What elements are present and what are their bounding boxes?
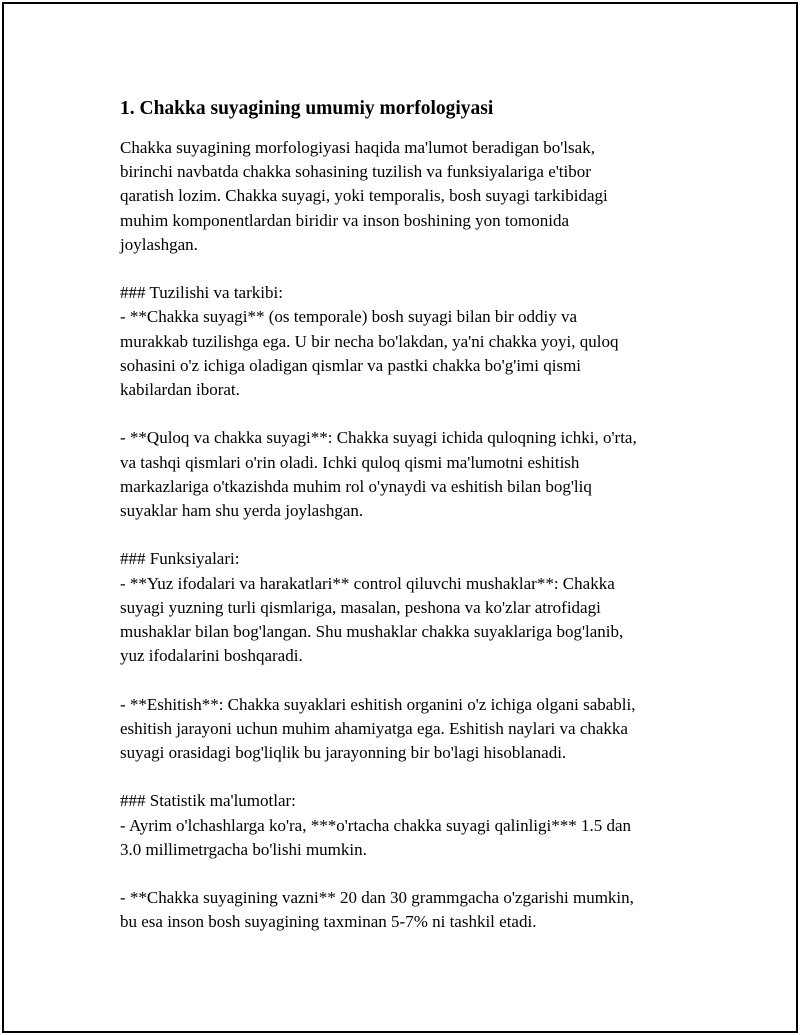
- list-item-facial-muscles: - **Yuz ifodalari va harakatlari** control qiluvchi mushaklar**: Chakka suyagi yuzning turli qismlariga, masalan, peshona va ko'zlar atrofidagi mushaklar bilan bog'langan. Shu mushaklar chakka suyaklariga bog'lanib, yuz ifodalarini boshqaradi.: [120, 573, 624, 666]
- spacer: [120, 862, 700, 886]
- spacer: [120, 668, 700, 692]
- spacer: [120, 523, 700, 547]
- section-title-structure: ### Tuzilishi va tarkibi:: [120, 283, 283, 303]
- page-frame: [2, 2, 798, 1033]
- list-item-hearing: - **Eshitish**: Chakka suyaklari eshitish organini o'z ichiga olgani sababli, eshitish jarayoni uchun muhim ahamiyatga ega. Eshitish naylari va chakka suyagi orasidagi bog'liqlik bu jarayonning bir bo'lagi hisoblanadi.: [120, 694, 636, 763]
- list-item-os-temporale: - **Chakka suyagi** (os temporale) bosh suyagi bilan bir oddiy va murakkab tuzilishga ega. U bir necha bo'lakdan, ya'ni chakka yoyi, quloq sohasini o'z ichiga oladigan qismlar va pastki chakka bo'g'imi qismi kabilardan iborat.: [120, 307, 619, 400]
- section-title-statistics: ### Statistik ma'lumotlar:: [120, 791, 296, 811]
- list-item-ear-and-temporal-bone: - **Quloq va chakka suyagi**: Chakka suyagi ichida quloqning ichki, o'rta, va tashqi qismlari o'rin oladi. Ichki quloq qismi ma'lumotni eshitish markazlariga o'tkazishda muhim rol o'ynaydi va eshitish bilan bog'liq suyaklar ham shu yerda joylashgan.: [120, 428, 637, 521]
- intro-paragraph: Chakka suyagining morfologiyasi haqida ma'lumot beradigan bo'lsak, birinchi navbatda chakka sohasining tuzilish va funksiyalariga e'tibor qaratish lozim. Chakka suyagi, yoki temporalis, bosh suyagi tarkibidagi muhim komponentlardan biridir va inson boshining yon tomonida joylashgan.: [120, 138, 608, 254]
- spacer: [120, 402, 700, 426]
- list-item-weight: - **Chakka suyagining vazni** 20 dan 30 grammgacha o'zgarishi mumkin, bu esa inson bosh suyagining taxminan 5-7% ni tashkil etadi.: [120, 888, 634, 932]
- section-title-functions: ### Funksiyalari:: [120, 549, 240, 569]
- page-title: 1. Chakka suyagining umumiy morfologiyasi: [120, 98, 494, 119]
- spacer: [120, 765, 700, 789]
- list-item-thickness: - Ayrim o'lchashlarga ko'ra, ***o'rtacha chakka suyagi qalinligi*** 1.5 dan 3.0 millimetrgacha bo'lishi mumkin.: [120, 815, 632, 859]
- spacer: [120, 257, 700, 281]
- document-body: [120, 96, 700, 935]
